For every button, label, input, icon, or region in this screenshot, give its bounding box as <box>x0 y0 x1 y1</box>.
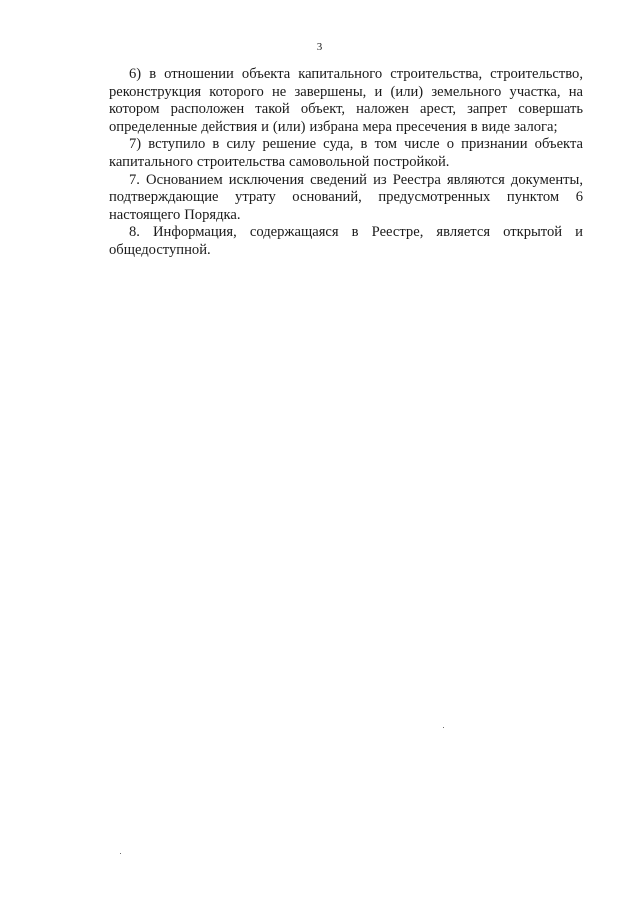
paragraph-item-6: 6) в отношении объекта капитального строительства, строительство, реконструкция которого не завершены, и (или) земельного участка, на котором расположен такой объект, наложен арест, запрет совершать определенные действия и (или) избрана мера пресечения в виде залога; <box>109 66 583 135</box>
paragraph-item-7: 7) вступило в силу решение суда, в том числе о признании объекта капитального строительства самовольной постройкой. <box>109 136 583 170</box>
scan-speck <box>120 853 121 854</box>
paragraph-clause-7: 7. Основанием исключения сведений из Реестра являются документы, подтверждающие утрату оснований, предусмотренных пунктом 6 настоящего Порядка. <box>109 171 583 223</box>
page-number: 3 <box>316 41 323 53</box>
document-body <box>109 66 583 260</box>
scan-speck <box>443 727 444 728</box>
paragraph-clause-8: 8. Информация, содержащаяся в Реестре, является открытой и общедоступной. <box>109 224 583 258</box>
